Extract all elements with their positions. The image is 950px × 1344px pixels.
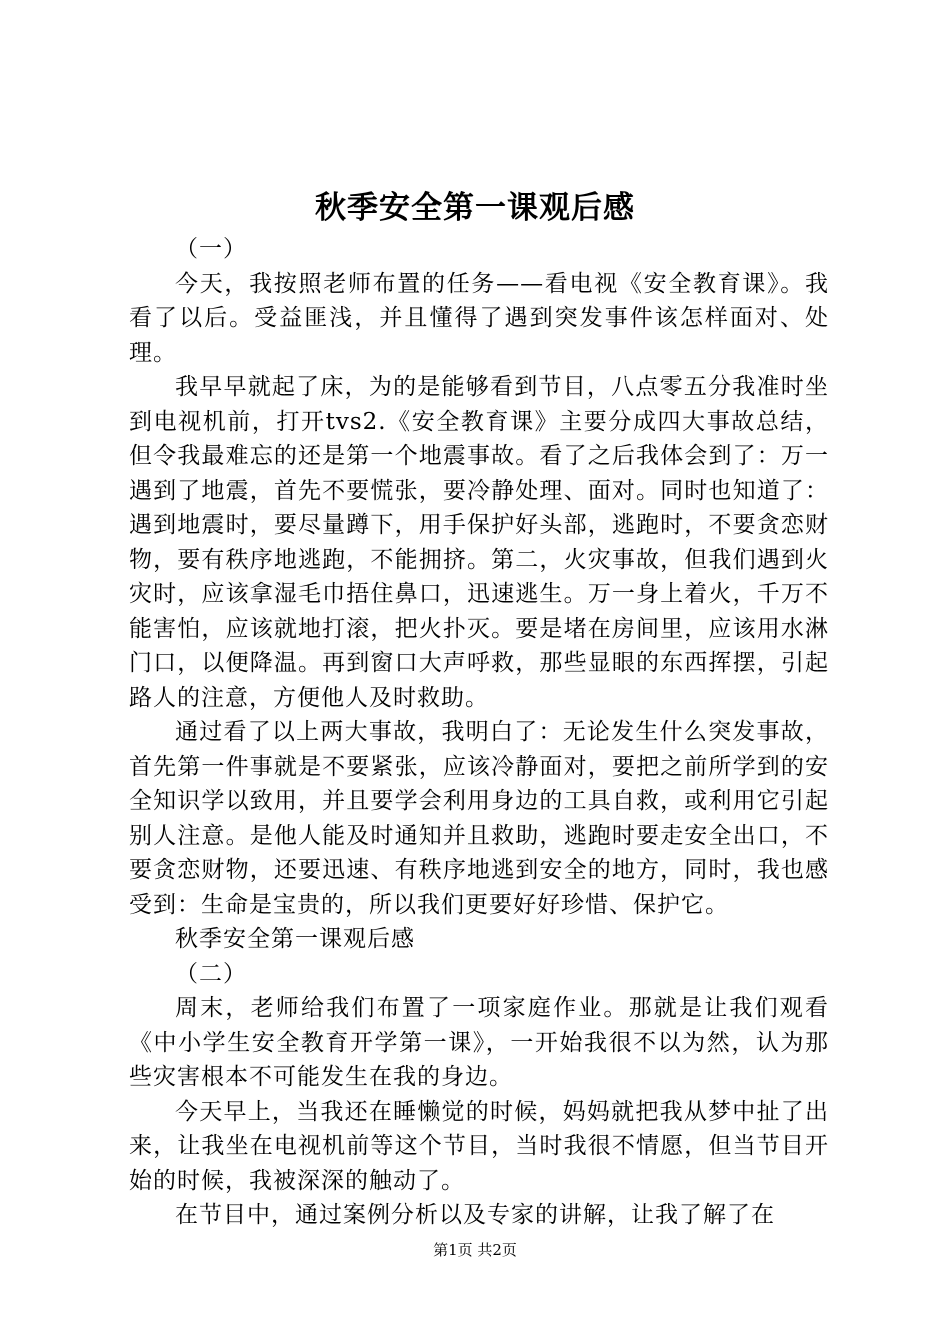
paragraph: 周末，老师给我们布置了一项家庭作业。那就是让我们观看《中小学生安全教育开学第一课》，一开始我很不以为然，认为那些灾害根本不可能发生在我的身边。 [129, 995, 829, 1090]
paragraph: 在节目中，通过案例分析以及专家的讲解，让我了解了在 [175, 1202, 775, 1228]
paragraph: 今天，我按照老师布置的任务——看电视《安全教育课》。我看了以后。受益匪浅，并且懂得了遇到突发事件该怎样面对、处理。 [129, 270, 829, 366]
paragraph: 通过看了以上两大事故，我明白了：无论发生什么突发事故，首先第一件事就是不要紧张，应该冷静面对，要把之前所学到的安全知识学以致用，并且要学会利用身边的工具自救，或利用它引起别人注意。是他人能及时通知并且救助，逃跑时要走安全出口，不要贪恋财物，还要迅速、有秩序地逃到安全的地方，同时，我也感受到：生命是宝贵的，所以我们更要好好珍惜、保护它。 [129, 719, 829, 918]
section-marker: （二） [175, 960, 247, 987]
document-title: 秋季安全第一课观后感 [315, 190, 635, 226]
paragraph: 我早早就起了床，为的是能够看到节目，八点零五分我准时坐到电视机前，打开tvs2.《安全教育课》主要分成四大事故总结，但令我最难忘的还是第一个地震事故。看了之后我体会到了：万一遇到了地震，首先不要慌张，要冷静处理、面对。同时也知道了：遇到地震时，要尽量蹲下，用手保护好头部，逃跑时，不要贪恋财物，要有秩序地逃跑，不能拥挤。第二，火灾事故，但我们遇到火灾时，应该拿湿毛巾捂住鼻口，迅速逃生。万一身上着火，千万不能害怕，应该就地打滚，把火扑灭。要是堵在房间里，应该用水淋门口，以便降温。再到窗口大声呼救，那些显眼的东西挥摆，引起路人的注意，方便他人及时救助。 [129, 374, 829, 711]
section-marker: （一） [175, 236, 247, 262]
paragraph: 今天早上，当我还在睡懒觉的时候，妈妈就把我从梦中扯了出来，让我坐在电视机前等这个节目，当时我很不情愿，但当节目开始的时候，我被深深的触动了。 [129, 1098, 829, 1194]
page-footer: 第1页 共2页 [433, 1241, 517, 1259]
subheading: 秋季安全第一课观后感 [175, 926, 415, 952]
document-body [129, 232, 829, 1233]
